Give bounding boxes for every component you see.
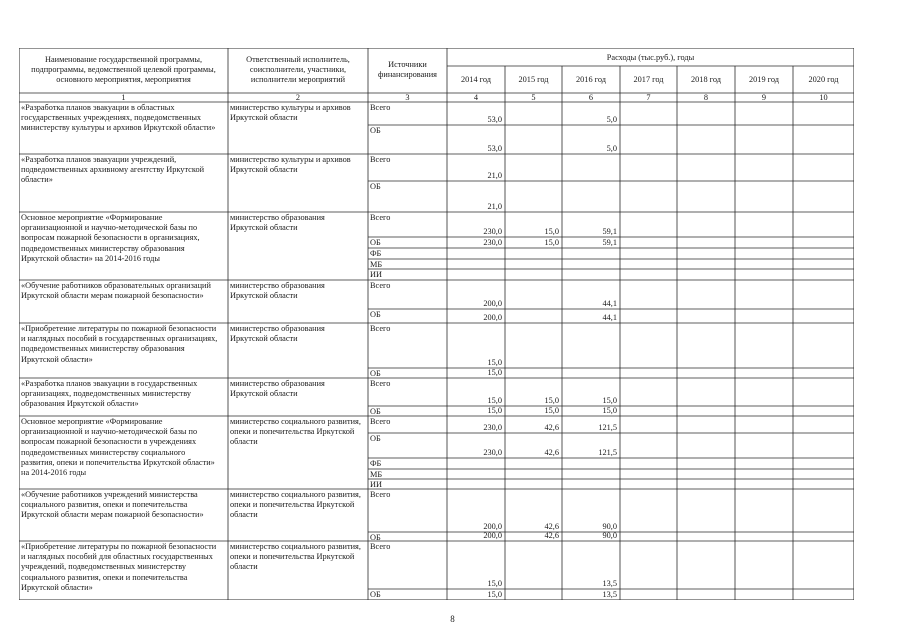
budget-table <box>19 48 854 600</box>
column-number: 2 <box>295 93 301 102</box>
executor-name: министерство образования Иркутской области <box>230 281 325 301</box>
executor-name: министерство социального развития, опеки и попечительства Иркутской области <box>230 490 361 520</box>
header-source-column: Источники финансирования <box>378 60 437 80</box>
year-header: 2018 год <box>691 75 721 84</box>
program-item-name: «Обучение работников учреждений министерства социального развития, опеки и попечительства Иркутской области мерам пожарной безопасности» <box>21 490 204 520</box>
program-item-name: «Разработка планов эвакуации в областных государственных учреждениях, подведомственных министерству культуры и архивов Иркутской области» <box>21 103 216 133</box>
expense-value: 53,0 <box>487 114 502 124</box>
expense-value: 5,0 <box>606 143 617 153</box>
funding-source-label: ОБ <box>370 238 381 247</box>
column-number: 7 <box>646 93 651 102</box>
expense-value: 15,0 <box>544 237 559 247</box>
program-item-name: «Приобретение литературы по пожарной безопасности и наглядных пособий для областных государственных учреждений, подведомственных министерству социального развития, опеки и попечительства Иркутской области» <box>21 542 217 592</box>
program-item-name: «Разработка планов эвакуации учреждений, подведомственных архивному агентству Иркутской области» <box>21 155 205 185</box>
expense-value: 15,0 <box>544 395 559 405</box>
funding-source-label: Всего <box>370 417 391 426</box>
expense-value: 42,6 <box>544 530 559 540</box>
program-item-name: «Приобретение литературы по пожарной безопасности и наглядных пособий в государственных организациях, подведомственных министерству образования Иркутской области» <box>21 324 218 364</box>
executor-name: министерство культуры и архивов Иркутской области <box>230 155 351 175</box>
column-number: 5 <box>531 93 536 102</box>
expense-value: 44,1 <box>602 312 617 322</box>
executor-name: министерство социального развития, опеки и попечительства Иркутской области <box>230 542 361 572</box>
funding-source-label: ОБ <box>370 182 381 191</box>
funding-source-label: ИИ <box>370 270 382 279</box>
year-header: 2016 год <box>576 75 606 84</box>
expense-value: 15,0 <box>487 589 502 599</box>
expense-value: 59,1 <box>602 237 617 247</box>
year-header: 2017 год <box>633 75 664 84</box>
expense-value: 15,0 <box>544 405 559 415</box>
column-number: 1 <box>121 93 126 102</box>
expense-value: 121,5 <box>598 422 617 432</box>
expense-value: 5,0 <box>606 114 617 124</box>
expense-value: 200,0 <box>483 298 502 308</box>
expense-value: 15,0 <box>602 405 617 415</box>
expense-value: 21,0 <box>487 201 502 211</box>
funding-source-label: ОБ <box>370 434 381 443</box>
expense-value: 44,1 <box>602 298 617 308</box>
program-item-name: «Обучение работников образовательных организаций Иркутской области мерам пожарной безопасности» <box>21 281 211 301</box>
column-number: 9 <box>761 93 767 102</box>
expense-value: 230,0 <box>483 447 502 457</box>
expense-value: 15,0 <box>487 367 502 377</box>
funding-source-label: МБ <box>370 470 383 479</box>
expense-value: 15,0 <box>487 357 502 367</box>
header-name-column: Наименование государственной программы, подпрограммы, ведомственной целевой программы, основного мероприятия, мероприятия <box>31 55 216 85</box>
expense-value: 200,0 <box>483 312 502 322</box>
header-executor-column: Ответственный исполнитель, соисполнители, участники, исполнители мероприятий <box>246 55 350 85</box>
expense-value: 200,0 <box>483 521 502 531</box>
column-number: 6 <box>588 93 594 102</box>
funding-source-label: ОБ <box>370 310 381 319</box>
funding-source-label: Всего <box>370 379 391 388</box>
program-item-name: «Разработка планов эвакуации в государственных организациях, подведомственных министерству образования Иркутской области» <box>21 379 198 409</box>
funding-source-label: ОБ <box>370 533 381 542</box>
funding-source-label: ОБ <box>370 369 381 378</box>
expense-value: 13,5 <box>602 578 617 588</box>
expense-value: 42,6 <box>544 422 559 432</box>
expense-value: 230,0 <box>483 237 502 247</box>
funding-source-label: ОБ <box>370 126 381 135</box>
funding-source-label: Всего <box>370 490 391 499</box>
expense-value: 13,5 <box>602 589 617 599</box>
year-header: 2014 год <box>461 75 491 84</box>
funding-source-label: ОБ <box>370 407 381 416</box>
expense-value: 42,6 <box>544 447 559 457</box>
expense-value: 15,0 <box>487 395 502 405</box>
executor-name: министерство образования Иркутской области <box>230 213 325 233</box>
executor-name: министерство социального развития, опеки и попечительства Иркутской области <box>230 417 361 447</box>
funding-source-label: Всего <box>370 155 391 164</box>
year-header: 2015 год <box>518 75 549 84</box>
header-expenses: Расходы (тыс.руб.), годы <box>606 53 695 62</box>
funding-source-label: ОБ <box>370 590 381 599</box>
page-number: 8 <box>450 614 455 624</box>
expense-value: 90,0 <box>602 530 617 540</box>
expense-value: 15,0 <box>602 395 617 405</box>
expense-value: 230,0 <box>483 422 502 432</box>
year-header: 2019 год <box>749 75 779 84</box>
funding-source-label: ИИ <box>370 480 382 489</box>
year-header: 2020 год <box>808 75 839 84</box>
funding-source-label: МБ <box>370 260 383 269</box>
column-number: 3 <box>405 93 410 102</box>
funding-source-label: Всего <box>370 213 391 222</box>
funding-source-label: Всего <box>370 324 391 333</box>
column-number: 10 <box>819 93 828 102</box>
expense-value: 21,0 <box>487 170 502 180</box>
program-item-name: Основное мероприятие «Формирование организационной и научно-методической базы по вопросам пожарной безопасности в организациях, подведомственных министерству образования Иркутской области» на 2014-2016 годы <box>21 213 200 263</box>
column-number: 4 <box>473 93 479 102</box>
program-item-name: Основное мероприятие «Формирование организационной и научно-методической базы по вопросам пожарной безопасности в учреждениях подведомственных министерству социального развития, опеки и попечительства Иркутской области» на 2014-2016 годы <box>21 417 215 478</box>
funding-source-label: ФБ <box>370 459 382 468</box>
expense-value: 230,0 <box>483 226 502 236</box>
executor-name: министерство культуры и архивов Иркутской области <box>230 103 351 123</box>
expense-value: 59,1 <box>602 226 617 236</box>
column-number: 8 <box>703 93 709 102</box>
expense-value: 200,0 <box>483 530 502 540</box>
funding-source-label: Всего <box>370 103 391 112</box>
funding-source-label: Всего <box>370 281 391 290</box>
expense-value: 15,0 <box>487 578 502 588</box>
funding-source-label: Всего <box>370 542 391 551</box>
funding-source-label: ФБ <box>370 249 382 258</box>
expense-value: 15,0 <box>487 405 502 415</box>
executor-name: министерство образования Иркутской области <box>230 324 325 344</box>
expense-value: 15,0 <box>544 226 559 236</box>
expense-value: 53,0 <box>487 143 502 153</box>
expense-value: 42,6 <box>544 521 559 531</box>
expense-value: 121,5 <box>598 447 617 457</box>
executor-name: министерство образования Иркутской области <box>230 379 325 399</box>
expense-value: 90,0 <box>602 521 617 531</box>
